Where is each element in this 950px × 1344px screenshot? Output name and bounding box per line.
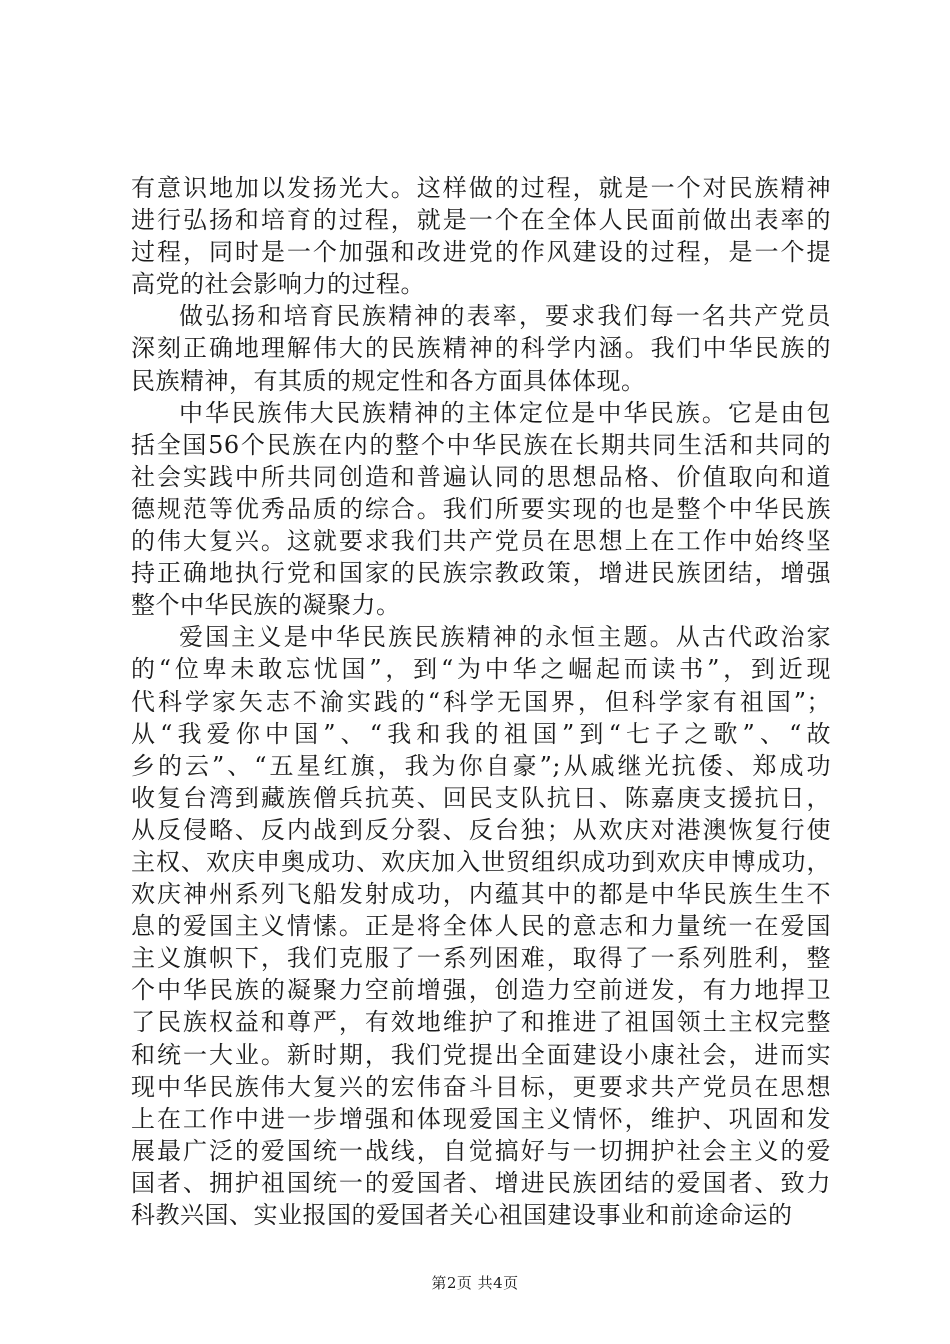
text-line: 高党的社会影响力的过程。 <box>131 270 425 299</box>
text-line: 收复台湾到藏族僧兵抗英、回民支队抗日、陈嘉庚支援抗日， <box>131 783 831 812</box>
text-line: 从反侵略、反内战到反分裂、反台独；从欢庆对港澳恢复行使 <box>131 815 831 844</box>
text-line: 国者、拥护祖国统一的爱国者、增进民族团结的爱国者、致力 <box>131 1168 831 1197</box>
paragraph <box>131 621 831 1231</box>
page-footer: 第2页 共4页 <box>431 1274 519 1292</box>
text-line: 括全国56个民族在内的整个中华民族在长期共同生活和共同的 <box>131 430 831 459</box>
text-line: 欢庆神州系列飞船发射成功，内蕴其中的都是中华民族生生不 <box>131 880 831 909</box>
text-line: 持正确地执行党和国家的民族宗教政策，增进民族团结，增强 <box>131 559 831 588</box>
text-line: 的伟大复兴。这就要求我们共产党员在思想上在工作中始终坚 <box>131 527 831 556</box>
text-line: 过程，同时是一个加强和改进党的作风建设的过程，是一个提 <box>131 238 831 267</box>
text-line: 做弘扬和培育民族精神的表率，要求我们每一名共产党员 <box>179 302 831 331</box>
text-line: 科教兴国、实业报国的爱国者关心祖国建设事业和前途命运的 <box>131 1201 793 1229</box>
text-line: 有意识地加以发扬光大。这样做的过程，就是一个对民族精神 <box>131 174 831 202</box>
text-line: 民族精神，有其质的规定性和各方面具体体现。 <box>131 366 646 395</box>
text-line: 爱国主义是中华民族民族精神的永恒主题。从古代政治家 <box>179 623 831 652</box>
document-body <box>131 172 831 1231</box>
text-line: 进行弘扬和培育的过程，就是一个在全体人民面前做出表率的 <box>131 206 831 235</box>
text-line: 整个中华民族的凝聚力。 <box>131 591 401 620</box>
text-line: 了民族权益和尊严，有效地维护了和推进了祖国领土主权完整 <box>131 1008 831 1037</box>
text-line: 从“我爱你中国”、“我和我的祖国”到“七子之歌”、“故 <box>131 719 831 748</box>
paragraph <box>131 300 831 396</box>
text-line: 社会实践中所共同创造和普遍认同的思想品格、价值取向和道 <box>131 462 831 491</box>
paragraph <box>131 172 831 300</box>
text-line: 展最广泛的爱国统一战线，自觉搞好与一切拥护社会主义的爱 <box>131 1136 831 1165</box>
text-line: 个中华民族的凝聚力空前增强，创造力空前迸发，有力地捍卫 <box>131 976 831 1005</box>
text-line: 深刻正确地理解伟大的民族精神的科学内涵。我们中华民族的 <box>131 334 831 363</box>
text-line: 现中华民族伟大复兴的宏伟奋斗目标，更要求共产党员在思想 <box>131 1072 831 1101</box>
text-line: 乡的云”、“五星红旗，我为你自豪”;从戚继光抗倭、郑成功 <box>131 751 831 780</box>
text-line: 主义旗帜下，我们克服了一系列困难，取得了一系列胜利，整 <box>131 944 831 973</box>
text-line: 主权、欢庆申奥成功、欢庆加入世贸组织成功到欢庆申博成功， <box>131 847 831 876</box>
text-line: 息的爱国主义情愫。正是将全体人民的意志和力量统一在爱国 <box>131 912 831 941</box>
text-line: 德规范等优秀品质的综合。我们所要实现的也是整个中华民族 <box>131 494 831 523</box>
text-line: 和统一大业。新时期，我们党提出全面建设小康社会，进而实 <box>131 1040 831 1069</box>
text-line: 的“位卑未敢忘忧国”，到“为中华之崛起而读书”，到近现 <box>131 655 831 684</box>
text-line: 上在工作中进一步增强和体现爱国主义情怀，维护、巩固和发 <box>131 1104 831 1133</box>
paragraph <box>131 397 831 622</box>
text-line: 中华民族伟大民族精神的主体定位是中华民族。它是由包 <box>179 398 831 427</box>
text-line: 代科学家矢志不渝实践的“科学无国界，但科学家有祖国”； <box>131 687 831 716</box>
